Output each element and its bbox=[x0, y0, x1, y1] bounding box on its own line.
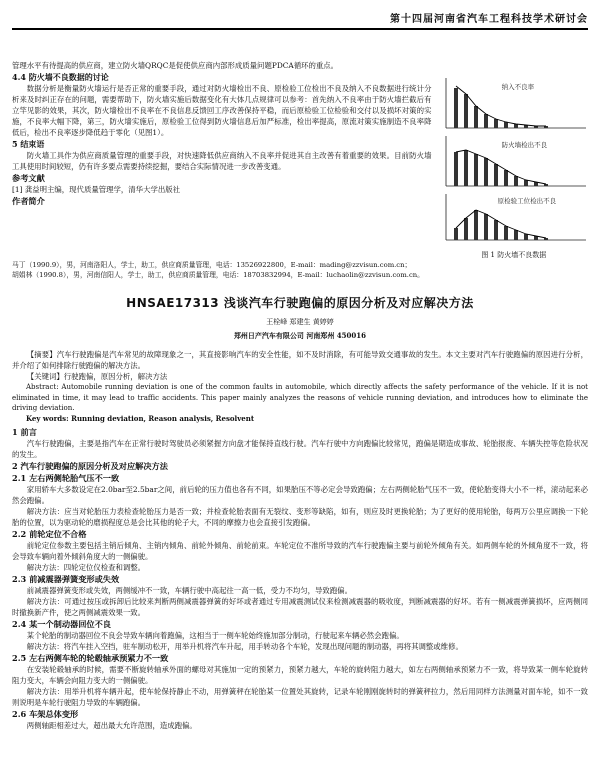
paragraph: 解决方法：用举升机将车辆升起，使车轮保持静止不动，用弹簧秤在轮胎某一位置处其旋转，记录车轮刚刚旋转时的弹簧秤拉力，然后用同样方法测量对面车轮，如不一致则说明是车轮行驶阻力导致的车辆跑偏。 bbox=[12, 687, 588, 707]
author-bio: 马丁（1990.9），男，河南洛阳人，学士，助工，供应商质量管理，电话：13526922800，E-mail：mading@zzvisun.com.cn； bbox=[12, 261, 412, 269]
subsection-heading: 2.5 左右两侧车轮的轮毂轴承预紧力不一致 bbox=[12, 653, 169, 663]
running-header bbox=[12, 10, 588, 30]
conference-title: 第十四届河南省汽车工程科技学术研讨会 bbox=[390, 14, 588, 25]
previous-article-ending bbox=[12, 60, 588, 260]
section-heading: 1 前言 bbox=[12, 427, 37, 437]
article-body bbox=[12, 426, 588, 731]
previous-article-text bbox=[12, 60, 432, 260]
author-bio: 胡娟林（1990.8），男，河南信阳人，学士，助工，供应商质量管理，电话：18703832994，E-mail：luchaolin@zzvisun.com.cn。 bbox=[12, 271, 424, 279]
chart-label-station-defect: 原检验工位检出不良 bbox=[497, 197, 557, 205]
paragraph: 家用轿车大多数设定在2.0bar至2.5bar之间，前后轮的压力值也各有不同，如果胎压不等必定会导致跑偏；左右两侧轮胎气压不一致，使轮胎变得大小不一样，滚动起来必然会跑偏。 bbox=[12, 485, 588, 505]
paragraph: 某个轮胎的制动器回位不良会导致车辆向着跑偏，这相当于一侧车轮始终施加部分制动，行驶起来车辆必然会跑偏。 bbox=[26, 631, 404, 640]
article-title: HNSAE17313 浅谈汽车行驶跑偏的原因分析及对应解决方法 bbox=[126, 296, 474, 310]
article-affiliation: 郑州日产汽车有限公司 河南郑州 450016 bbox=[233, 331, 367, 340]
figure-chart bbox=[440, 68, 588, 246]
figure-graphic bbox=[440, 68, 588, 246]
paragraph: 前减震器弹簧变形或失效，两侧缓冲不一致，车辆行驶中高起往一高一低，受力不均匀，导致跑偏。 bbox=[26, 586, 352, 595]
chart-label-intake-defect: 纳入不良率 bbox=[501, 83, 535, 91]
paragraph: 在安装轮毂轴承的时候，需要不断旋转轴承外面的螺母对其施加一定的预紧力，预紧力越大，车轮的旋转阻力越大，如左右两侧轴承预紧力不一致，将导致某一侧车轮旋转阻力变大，车辆会向阻力变大的一侧偏驶。 bbox=[12, 665, 588, 685]
reference-item: [1] 龚益明主编，现代质量管理学，清华大学出版社 bbox=[12, 185, 181, 194]
subsection-heading: 2.4 某一个制动器回位不良 bbox=[12, 619, 111, 629]
author-bio-heading: 作者简介 bbox=[12, 196, 45, 206]
section-heading: 2 汽车行驶跑偏的原因分析及对应解决方法 bbox=[12, 461, 168, 471]
figure-caption: 图 1 防火墙不良数据 bbox=[481, 251, 547, 259]
paragraph: 数据分析是衡量防火墙运行是否正常的重要手段，通过对防火墙检出不良、原检验工位检出不良及纳入不良数据进行统计分析来及时纠正存在的问题，需要帮助下，防火墙实施后数据变化有大体几点规律可以参考：首先纳入不良率由于防火墙拦截后有立竿见影的效果，其次，防火墙检出不良率在不良信息反馈回工序改善保持平稳，而后原检验工位检验和交付以及损坏对策的实施，不良率大幅下降，第三，防火墙实施后，原检验工位得到防火墙信息后加严标准，检出率提高，原流对策实施制造不良率降低后，检出不良率逐步降低趋于零化（见图1）。 bbox=[12, 84, 432, 137]
paragraph: 前轮定位参数主要包括主销后倾角、主销内倾角、前轮外倾角、前轮前束。车轮定位不准所导致的汽车行驶跑偏主要与前轮外倾角有关。如两侧车轮的外倾角度不一致，将会导致车辆向着外倾斜角度大的一侧偏驶。 bbox=[12, 541, 588, 561]
subsection-heading: 2.1 左右两侧轮胎气压不一致 bbox=[12, 473, 120, 483]
subsection-heading: 2.2 前轮定位不合格 bbox=[12, 529, 87, 539]
keywords-cn: 【关键词】行驶跑偏，原因分析，解决方法 bbox=[26, 372, 168, 381]
section-heading: 4.4 防火墙不良数据的讨论 bbox=[12, 72, 109, 82]
figure-1 bbox=[440, 68, 588, 260]
paragraph: 解决方法：可通过按压或拆卸后比较来判断两侧减震器弹簧的好坏或者通过专用减震测试仪来检测减震器的吸收度，判断减震器的好坏。若有一侧减震弹簧损坏，应两侧同时撤换新产件，使之两侧减震效果一致。 bbox=[12, 597, 588, 617]
abstract-block bbox=[12, 349, 588, 424]
subsection-heading: 2.6 车架总体变形 bbox=[12, 709, 79, 719]
paragraph: 解决方法：四轮定位仪检查和调整。 bbox=[26, 563, 146, 572]
paragraph: 防火墙工具作为供应商质量管理的重要手段，对快速降低供应商纳入不良率并促进其自主改善有着重要的效果。目前防火墙工具使用时间较短，仍有许多要点需要持续挖掘，要结合实际情况进一步改善变通。 bbox=[12, 151, 432, 171]
abstract-cn: 【摘要】汽车行驶跑偏是汽车常见的故障现象之一，其直接影响汽车的安全性能，如不及时消除，有可能导致交通事故的发生。本文主要对汽车行驶跑偏的原因进行分析，并介绍了如何排除行驶跑偏的解决方法。 bbox=[12, 350, 588, 370]
chart-label-firewall-defect: 防火墙检出不良 bbox=[501, 141, 548, 149]
article-authors: 王栓峰 郑建生 黄婷婷 bbox=[266, 318, 334, 326]
section-heading: 5 结束语 bbox=[12, 139, 45, 149]
paragraph: 解决方法：将汽车挂入空挡，驻车制动松开，用举升机将汽车升起，用手转动各个车轮，发现出现问题的制动器，再将其调整或维修。 bbox=[26, 642, 463, 651]
paragraph: 解决方法：应当对轮胎压力表检查轮胎压力是否一致；并检查轮胎表面有无裂纹、变形等缺陷，如有，则应及时更换轮胎；为了更好的使用轮胎，每两万公里应调换一下轮胎的位置，以为驱动轮的磨损程度总是会比其他的轮子大，不同的摩擦力也会直接引发跑偏。 bbox=[12, 507, 588, 527]
paragraph: 两侧轴距相差过大，超出最大允许范围，造成跑偏。 bbox=[26, 721, 197, 730]
author-bios bbox=[12, 260, 588, 280]
keywords-en: Key words: Running deviation, Reason analysis, Resolvent bbox=[26, 413, 255, 423]
paragraph: 汽车行驶跑偏，主要是指汽车在正常行驶时驾驶员必须紧握方向盘才能保持直线行驶。汽车行驶中方向跑偏比较常见，跑偏是期造成事故、轮胎报废、车辆失控等危险状况的发生。 bbox=[12, 439, 588, 459]
paragraph: 管理水平有待提高的供应商，建立防火墙QRQC是促使供应商内部形成质量问题PDCA循环的重点。 bbox=[12, 61, 339, 70]
references-heading: 参考文献 bbox=[12, 173, 45, 183]
subsection-heading: 2.3 前减震器弹簧变形或失效 bbox=[12, 574, 120, 584]
abstract-en: Abstract: Automobile running deviation is one of the common faults in automobile, which directly affects the safety performance of the vehicle. If it is not eliminated in time, it may lead to traffic accidents. This paper mainly analyzes the reasons of vehicle running deviation, and introduces how to eliminate the driving deviation. bbox=[12, 383, 588, 412]
